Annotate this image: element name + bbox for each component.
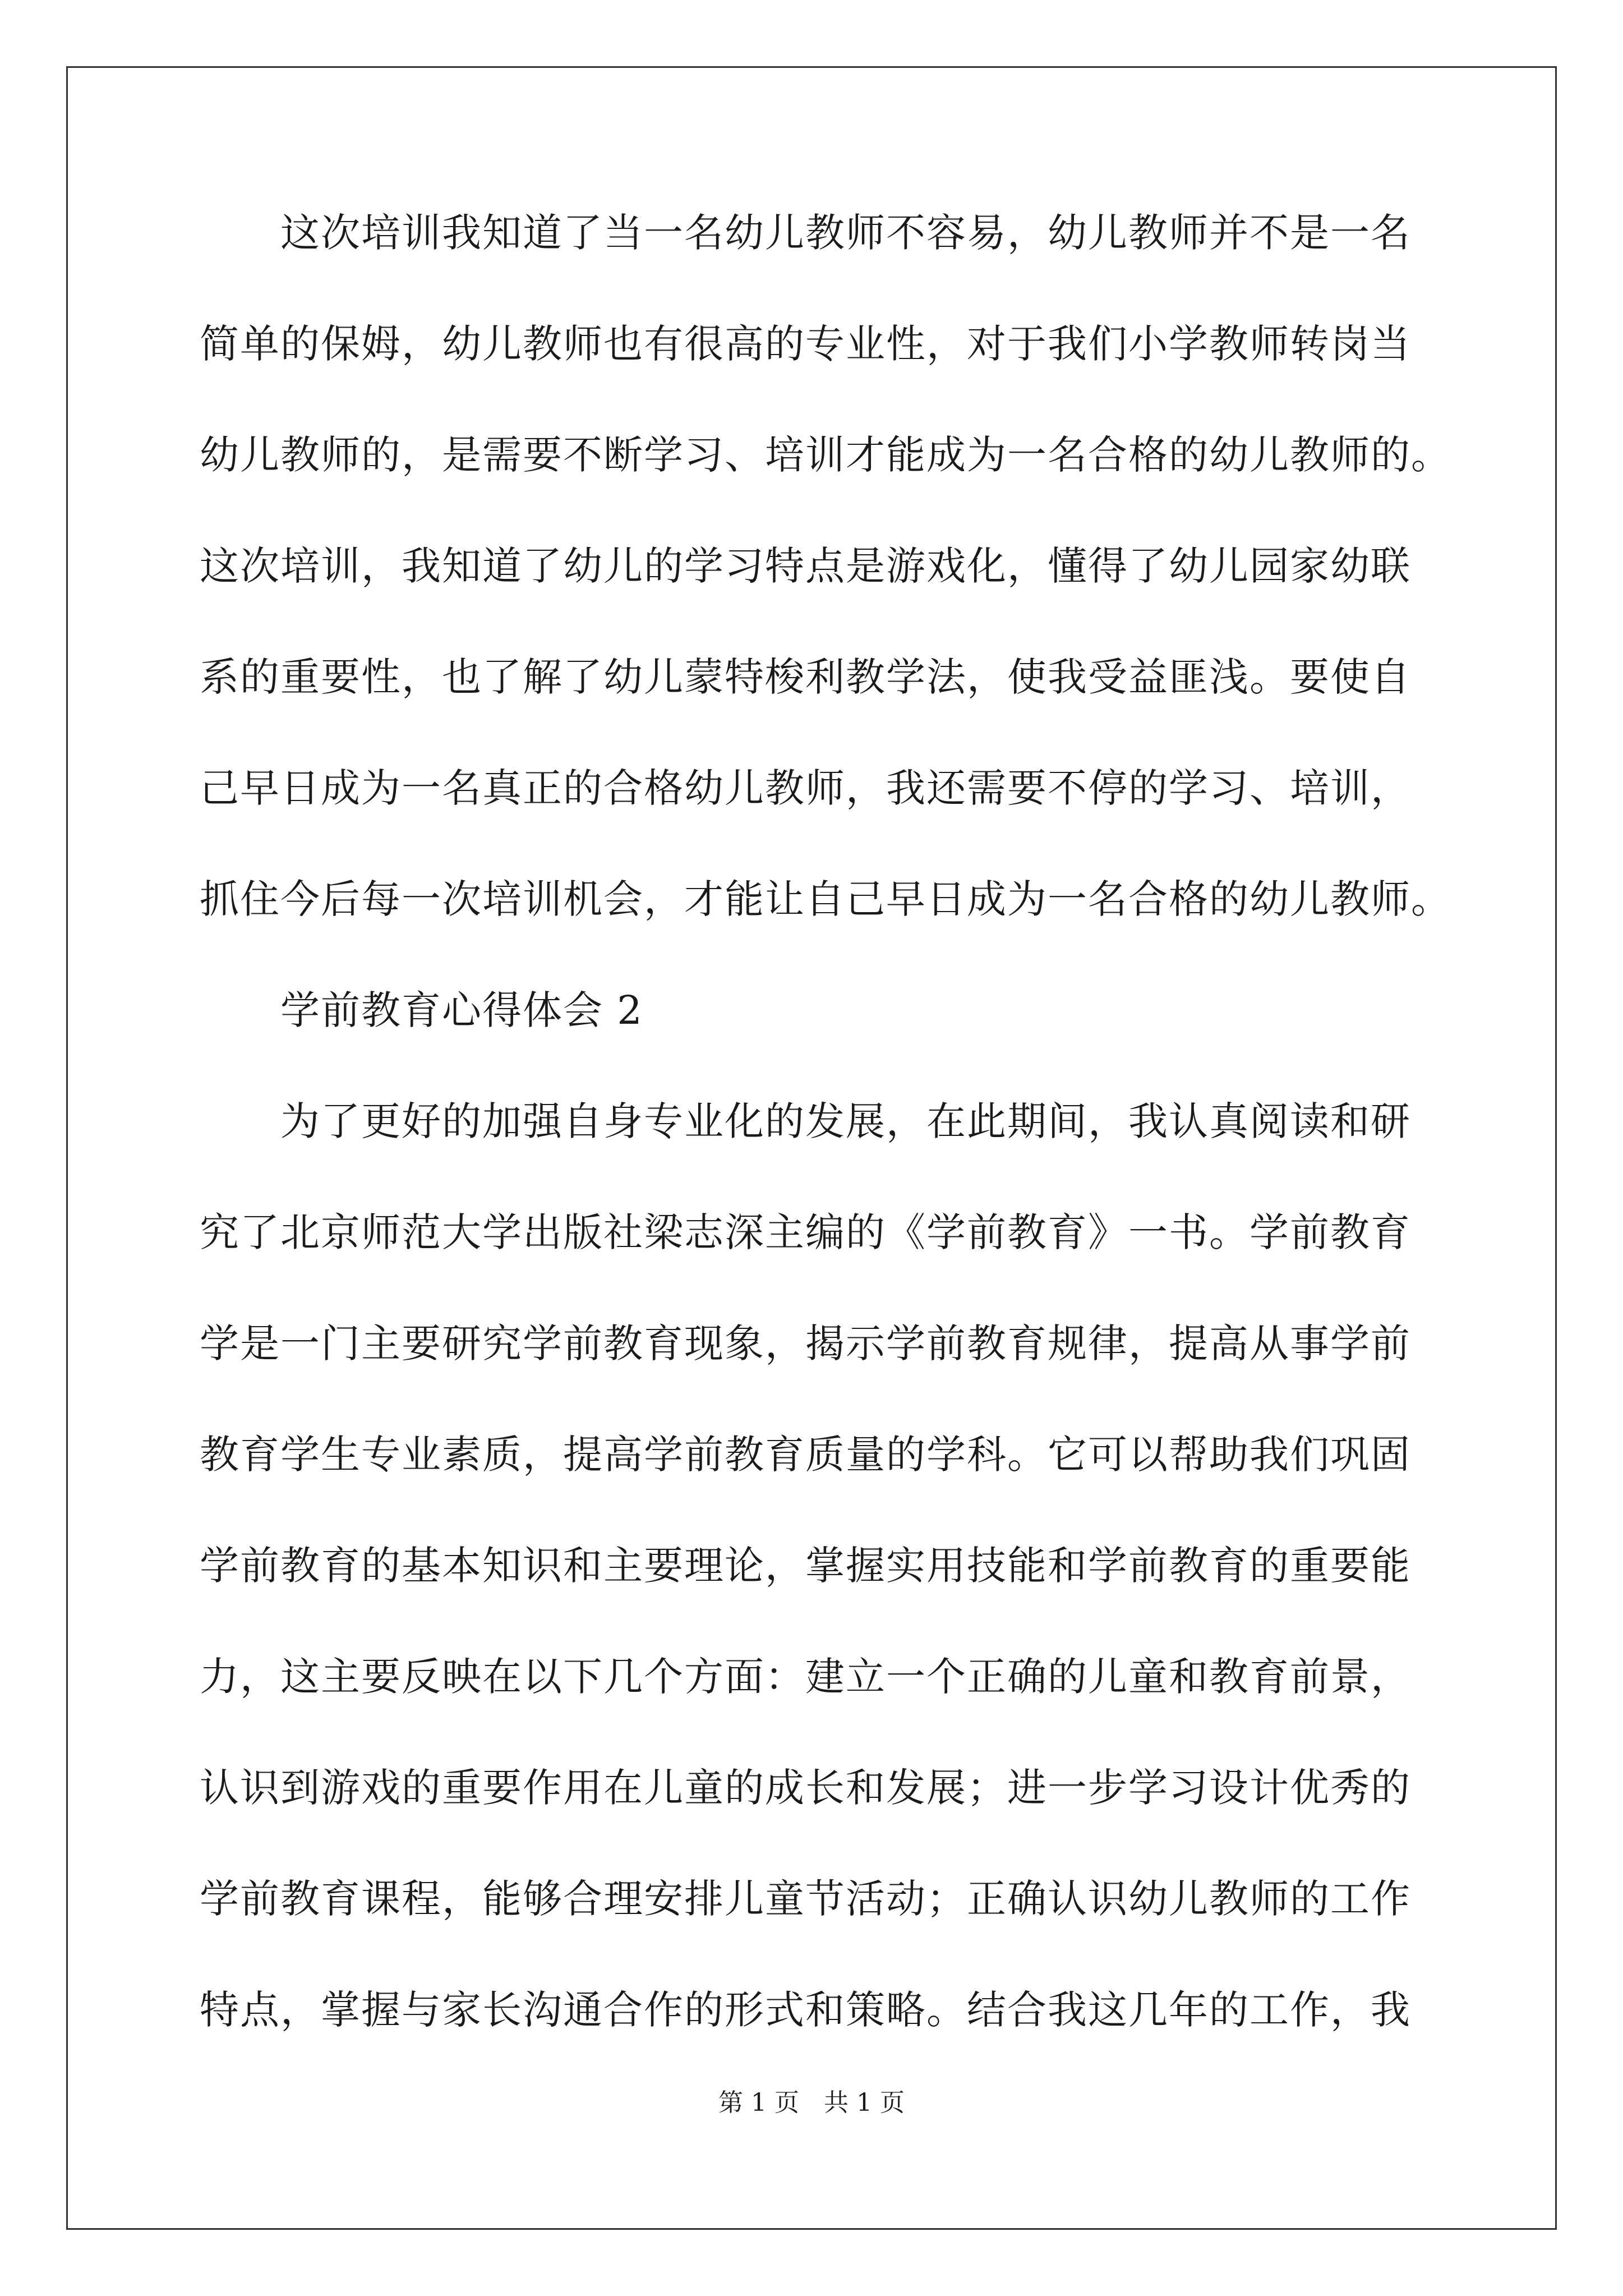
text-line: 学是一门主要研究学前教育现象，揭示学前教育规律，提高从事学前	[200, 1320, 1411, 1366]
text-line: 抓住今后每一次培训机会，才能让自己早日成为一名合格的幼儿教师。	[200, 876, 1451, 922]
text-line: 力，这主要反映在以下几个方面：建立一个正确的儿童和教育前景，	[200, 1654, 1411, 1700]
page-footer: 第 1 页 共 1 页	[718, 2088, 905, 2117]
text-line: 这次培训，我知道了幼儿的学习特点是游戏化，懂得了幼儿园家幼联	[200, 543, 1411, 589]
text-line: 学前教育课程，能够合理安排儿童节活动；正确认识幼儿教师的工作	[200, 1876, 1411, 1922]
text-line: 为了更好的加强自身专业化的发展，在此期间，我认真阅读和研	[280, 1098, 1411, 1144]
text-line: 学前教育的基本知识和主要理论，掌握实用技能和学前教育的重要能	[200, 1543, 1411, 1589]
text-line: 己早日成为一名真正的合格幼儿教师，我还需要不停的学习、培训，	[200, 765, 1411, 811]
text-line: 究了北京师范大学出版社梁志深主编的《学前教育》一书。学前教育	[200, 1209, 1411, 1255]
text-line: 简单的保姆，幼儿教师也有很高的专业性，对于我们小学教师转岗当	[200, 321, 1411, 367]
text-line: 这次培训我知道了当一名幼儿教师不容易，幼儿教师并不是一名	[280, 210, 1411, 256]
section-heading: 学前教育心得体会 2	[280, 987, 643, 1033]
text-line: 教育学生专业素质，提高学前教育质量的学科。它可以帮助我们巩固	[200, 1432, 1411, 1478]
text-line: 幼儿教师的，是需要不断学习、培训才能成为一名合格的幼儿教师的。	[200, 432, 1451, 478]
text-line: 系的重要性，也了解了幼儿蒙特梭利教学法，使我受益匪浅。要使自	[200, 654, 1411, 700]
text-line: 认识到游戏的重要作用在儿童的成长和发展；进一步学习设计优秀的	[200, 1765, 1411, 1811]
text-line: 特点，掌握与家长沟通合作的形式和策略。结合我这几年的工作，我	[200, 1987, 1411, 2033]
